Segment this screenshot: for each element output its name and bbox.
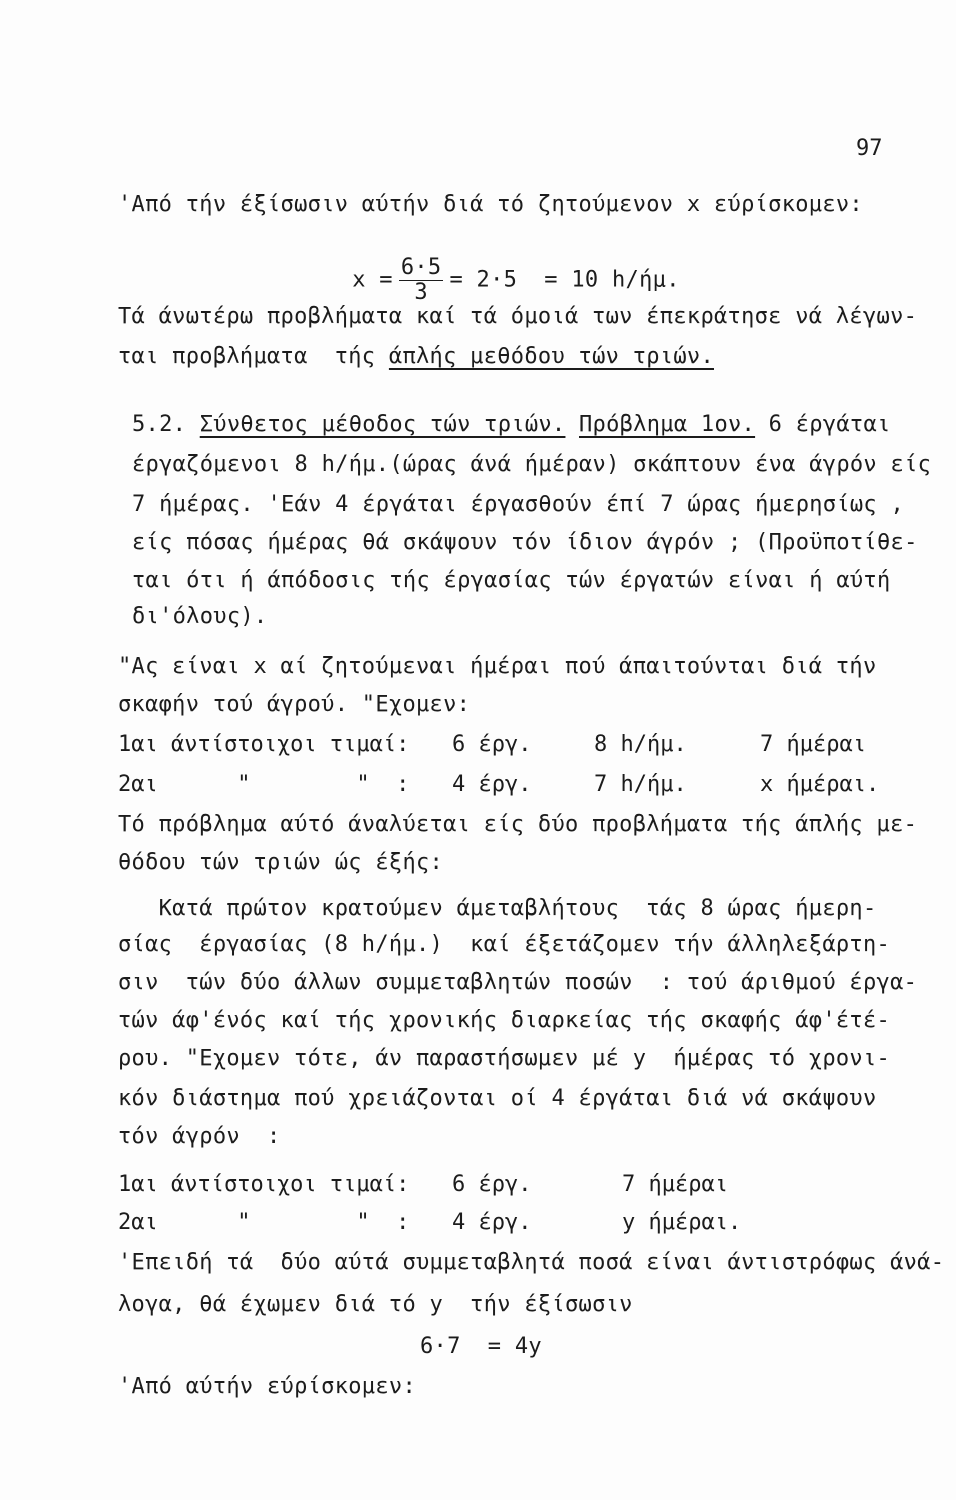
text-line-31: 'Από αύτήν εύρίσκομεν: (118, 1374, 416, 1399)
spacer (565, 412, 579, 437)
problem-title: Πρόβλημα 1ον. (579, 412, 756, 437)
table1-row2-days: x ήμέραι. (760, 772, 880, 797)
text-line-24: κόν διάστημα πού χρειάζονται οί 4 έργάται διά νά σκάψουν (118, 1086, 877, 1111)
text-line-29: λογα, θά έχωμεν διά τό y τήν έξίσωσιν (118, 1292, 633, 1317)
text-line-23: ρου. "Εχομεν τότε, άν παραστήσωμεν μέ y ήμέρας τό χρονι- (118, 1046, 891, 1071)
equation-lhs: x = (352, 267, 393, 293)
section-number: 5.2. (132, 412, 200, 437)
page-number: 97 (856, 136, 883, 161)
text-line-3: Τά άνωτέρω προβλήματα καί τά όμοιά των έπεκράτησε νά λέγων- (118, 304, 918, 329)
section-heading-5-2 (132, 412, 891, 438)
equation-6x7: 6·7 = 4y (420, 1334, 542, 1359)
equation-rhs: = 2·5 = 10 h/ήμ. (449, 267, 680, 293)
text-line-25: τόν άγρόν : (118, 1124, 281, 1149)
fraction-numerator: 6·5 (400, 255, 442, 280)
table1-row2-workers: 4 έργ. (452, 772, 532, 797)
text-line-20: σίας έργασίας (8 h/ήμ.) καί έξετάζομεν τήν άλληλεξάρτη- (118, 932, 891, 957)
table1-row1-label: 1αι άντίστοιχοι τιμαί: (118, 732, 410, 757)
text-line-18: θόδου τών τριών ώς έξής: (118, 850, 444, 875)
table2-row2-days: y ήμέραι. (622, 1210, 742, 1235)
text-line-22: τών άφ'ένός καί τής χρονικής διαρκείας τής σκαφής άφ'έτέ- (118, 1008, 891, 1033)
text-line-10: δι'όλους). (132, 604, 268, 629)
table2-row1-label: 1αι άντίστοιχοι τιμαί: (118, 1172, 410, 1197)
text-line-19: Κατά πρώτον κρατούμεν άμεταβλήτους τάς 8 ώρας ήμερη- (118, 896, 877, 921)
equation-fraction (399, 256, 444, 305)
text-line-12: σκαφήν τού άγρού. "Εχομεν: (118, 692, 471, 717)
table1-row1-workers: 6 έργ. (452, 732, 532, 757)
table1-row1-hours: 8 h/ήμ. (594, 732, 687, 757)
fraction-denominator: 3 (414, 280, 428, 305)
section-title: Σύνθετος μέθοδος τών τριών. (199, 412, 566, 437)
section-line-rest: 6 έργάται (755, 412, 891, 437)
table2-row2-label: 2αι " " : (118, 1210, 410, 1235)
text-line-1: 'Από τήν έξίσωσιν αύτήν διά τό ζητούμενον x εύρίσκομεν: (118, 192, 863, 217)
text-line-8: είς πόσας ήμέρας θά σκάψουν τόν ίδιον άγρόν ; (Προϋποτίθε- (132, 530, 918, 555)
text-line-4 (118, 344, 714, 370)
text-line-28: 'Επειδή τά δύο αύτά συμμεταβλητά ποσά είναι άντιστρόφως άνά- (118, 1250, 945, 1275)
table1-row2-hours: 7 h/ήμ. (594, 772, 687, 797)
text-line-21: σιν τών δύο άλλων συμμεταβλητών ποσών : τού άριθμού έργα- (118, 970, 918, 995)
text-line-9: ται ότι ή άπόδοσις τής έργασίας τών έργατών είναι ή αύτή (132, 568, 891, 593)
text-line-17: Τό πρόβλημα αύτό άναλύεται είς δύο προβλήματα τής άπλής με- (118, 812, 918, 837)
text-line-11: "Ας είναι x αί ζητούμεναι ήμέραι πού άπαιτούνται διά τήν (118, 654, 877, 679)
table1-row1-days: 7 ήμέραι (760, 732, 866, 757)
table2-row1-days: 7 ήμέραι (622, 1172, 728, 1197)
table1-row2-label: 2αι " " : (118, 772, 410, 797)
table2-row1-workers: 6 έργ. (452, 1172, 532, 1197)
text-line-6: έργαζόμενοι 8 h/ήμ.(ώρας άνά ήμέραν) σκάπτουν ένα άγρόν είς (132, 452, 932, 477)
text-line-4-part-a: ται προβλήματα τής (118, 344, 389, 369)
table2-row2-workers: 4 έργ. (452, 1210, 532, 1235)
text-line-7: 7 ήμέρας. 'Εάν 4 έργάται έργασθούν έπί 7 ώρας ήμερησίως , (132, 492, 905, 517)
underlined-simple-method: άπλής μεθόδου τών τριών. (388, 344, 714, 369)
